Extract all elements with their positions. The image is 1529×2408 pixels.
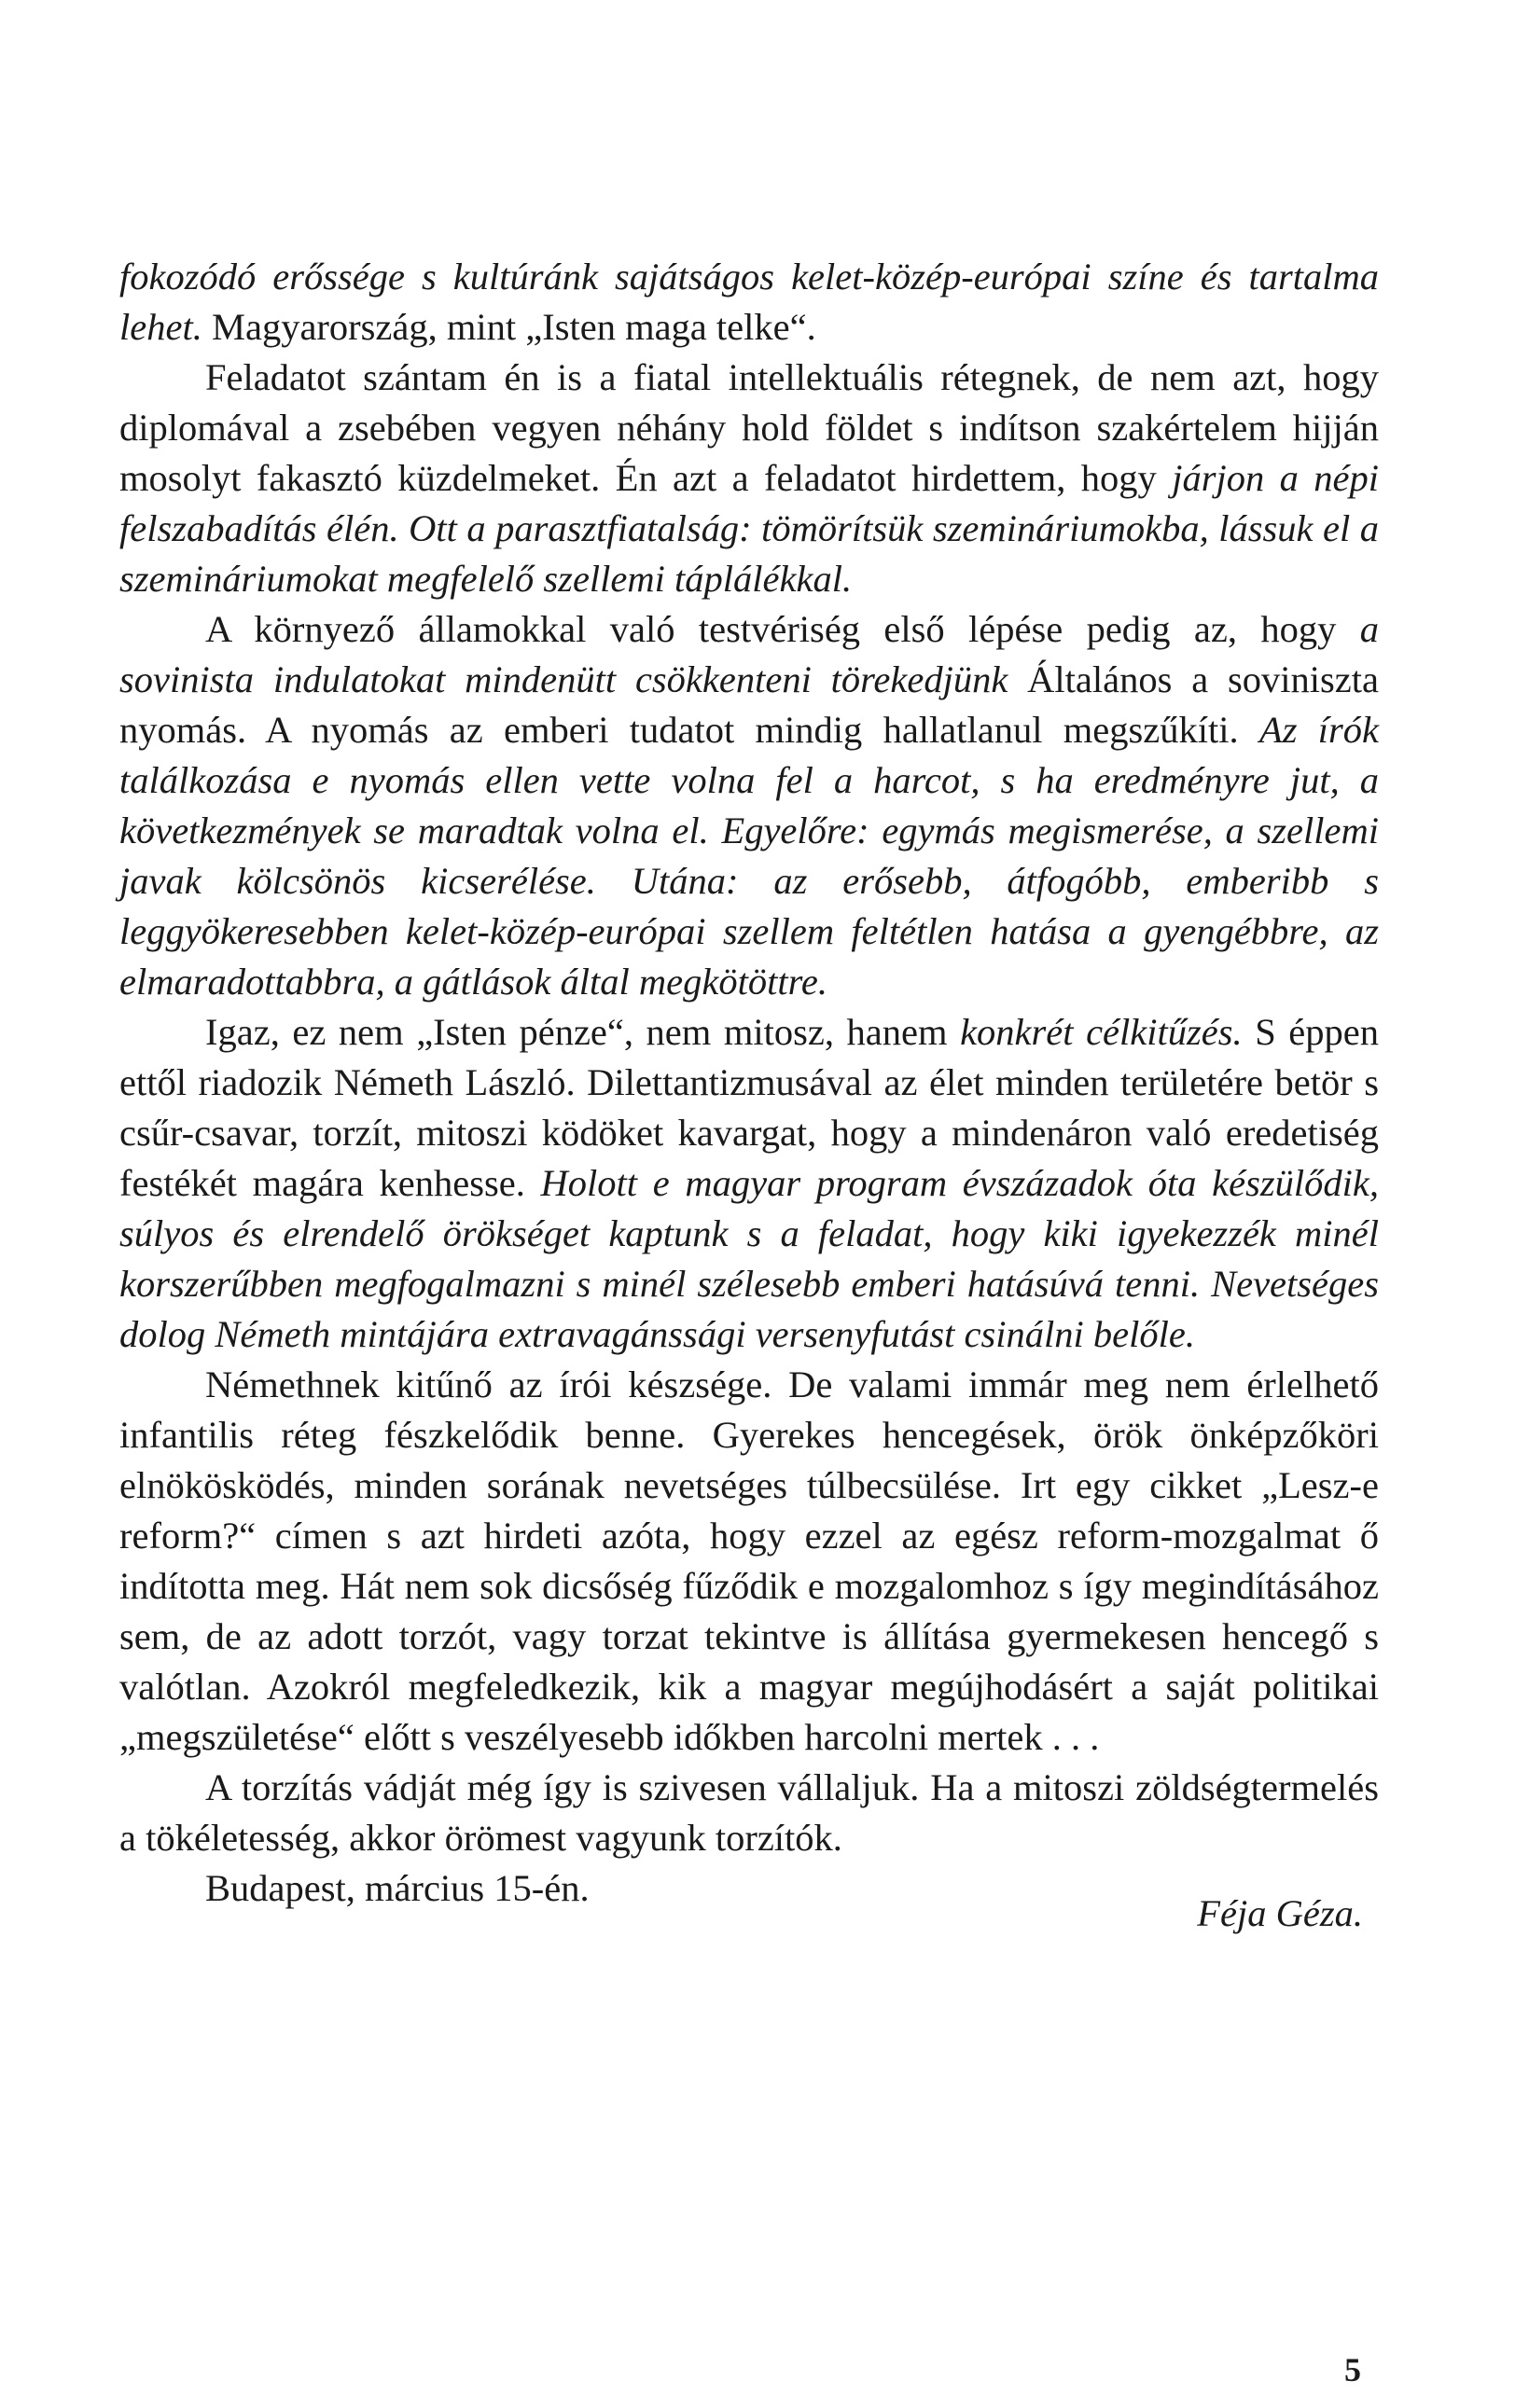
paragraph-3-italic-b: Az írók találkozása e nyomás ellen vette volna fel a harcot, s ha eredményre jut, a következmények se maradtak volna el. Egyelőre: egymás megismerése, a szellemi javak kölcsönös kicserélése. Utána: az erősebb, átfogóbb, emberibb s leggyökeresebben kelet-közép-európai szellem feltétlen hatása a gyengébbre, az elmaradottabbra, a gátlások által megkötöttre. [119,709,1379,1003]
paragraph-6: A torzítás vádját még így is szivesen vállaljuk. Ha a mitoszi zöldségtermelés a tökéletesség, akkor örömest vagyunk torzítók. [119,1766,1379,1859]
paragraph-2-regular: Feladatot szántam én is a fiatal intellektuális rétegnek, de nem azt, hogy diplomával a zsebében vegyen néhány hold földet s indítson szakértelem hijján mosolyt fakasztó küzdelmeket. Én azt a feladatot hirdettem, hogy [119,356,1379,499]
author-signature: Féja Géza. [1197,1892,1363,1934]
paragraph-3 [119,604,1379,1007]
paragraph-3-regular-a: A környező államokkal való testvériség első lépése pedig az, hogy [205,608,1360,650]
paragraph-2-italic: járjon a népi felszabadítás élén. Ott a parasztfiatalság: tömörítsük szemináriumokba, lássuk el a szemináriumokat megfelelő szellemi táplálékkal. [119,457,1379,600]
dateline: Budapest, március 15-én. [205,1867,590,1909]
paragraph-4-regular-b: S éppen ettől riadozik Németh László. Dilettantizmusával az élet minden területére betör s csűr-csavar, torzít, mitoszi ködöket kavargat, hogy a mindenáron való eredetiség festékét magára kenhesse. [119,1011,1380,1204]
page-number: 5 [1344,2351,1361,2388]
paragraph-2 [119,353,1379,604]
paragraph-4-regular-a: Igaz, ez nem „Isten pénze“, nem mitosz, hanem [205,1011,961,1053]
paragraph-4-italic-b: Holott e magyar program évszázadok óta készülődik, súlyos és elrendelő örökséget kaptunk s a feladat, hogy kiki igyekezzék minél korszerűbben megfogalmazni s minél szélesebb emberi hatásúvá tenni. Nevetséges dolog Németh mintájára extravagánssági versenyfutást csinálni belőle. [119,1162,1380,1355]
paragraph-1-regular: Magyarország, mint „Isten maga telke“. [202,306,816,348]
paragraph-4 [119,1007,1379,1360]
paragraph-3-regular-b: Általános a soviniszta nyomás. A nyomás az emberi tudatot mindig hallatlanul megszűkíti. [119,658,1379,751]
paragraph-4-italic-a: konkrét célkitűzés. [960,1011,1243,1053]
paragraph-3-italic-a: a sovinista indulatokat mindenütt csökkenteni törekedjünk [119,608,1379,700]
article-body [119,252,1379,1914]
paragraph-5: Némethnek kitűnő az írói készsége. De valami immár meg nem érlelhető infantilis réteg fészkelődik benne. Gyerekes hencegések, örök önképzőköri elnökösködés, minden sorának nevetséges túlbecsülése. Irt egy cikket „Lesz-e reform?“ címen s azt hirdeti azóta, hogy ezzel az egész reform-mozgalmat ő indította meg. Hát nem sok dicsőség fűződik e mozgalomhoz s így megindításához sem, de az adott torzót, vagy torzat tekintve is állítása gyermekesen hencegő s valótlan. Azokról megfeledkezik, kik a magyar megújhodásért a saját politikai „megszületése“ előtt s veszélyesebb időkben harcolni mertek . . . [119,1363,1379,1758]
paragraph-1 [119,252,1379,353]
paragraph-1-italic: fokozódó erőssége s kultúránk sajátságos kelet-közép-európai színe és tartalma lehet. [119,256,1379,348]
